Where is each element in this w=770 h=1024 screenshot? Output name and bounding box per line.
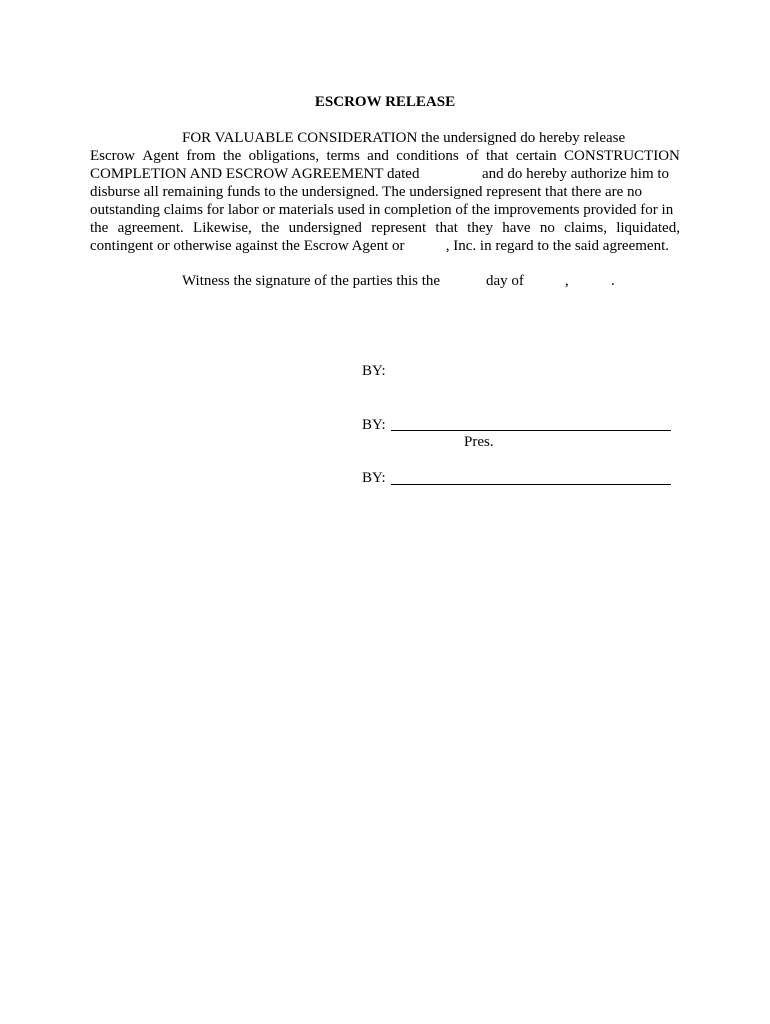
word: undersigned [288, 220, 362, 236]
paragraph-line-7: contingent or otherwise against the Escrow Agent or , Inc. in regard to the said agreement. [90, 238, 669, 254]
word: represent [371, 220, 427, 236]
word: Likewise, [193, 220, 252, 236]
word: that [435, 220, 458, 236]
word: obligations, [248, 148, 320, 164]
paragraph-line-4: disburse all remaining funds to the undersigned. The undersigned represent that there are no [90, 184, 643, 200]
word: and [367, 148, 389, 164]
word: agreement. [117, 220, 184, 236]
paragraph-line-6 [90, 219, 680, 237]
word: of [466, 148, 479, 164]
paragraph-line-3-left: COMPLETION AND ESCROW AGREEMENT dated [90, 166, 420, 182]
paragraph-line-3-right: and do hereby authorize him to [482, 166, 670, 182]
word: certain [515, 148, 557, 164]
word: the [222, 148, 242, 164]
word: the [261, 220, 280, 236]
witness-period: . [611, 273, 615, 289]
word: CONSTRUCTION [564, 148, 680, 164]
paragraph-line-2 [90, 147, 680, 165]
witness-day-of: day of [486, 273, 524, 289]
word: liquidated, [616, 220, 680, 236]
signature-label-3: BY: [362, 470, 386, 486]
witness-comma: , [565, 273, 569, 289]
word: that [485, 148, 509, 164]
signature-label-2: BY: [362, 417, 386, 433]
word: Escrow [90, 148, 135, 164]
word: no [539, 220, 555, 236]
signature-line-2[interactable] [391, 430, 671, 431]
word: the [90, 220, 109, 236]
word: have [502, 220, 531, 236]
document-title: ESCROW RELEASE [314, 94, 456, 110]
word: from [186, 148, 216, 164]
word: claims, [564, 220, 607, 236]
signature-label-1: BY: [362, 363, 386, 379]
paragraph-line-1: FOR VALUABLE CONSIDERATION the undersigned do hereby release [182, 130, 626, 146]
word: Agent [142, 148, 180, 164]
word: conditions [396, 148, 459, 164]
word: they [467, 220, 493, 236]
signature-title-pres: Pres. [464, 434, 494, 450]
paragraph-line-5: outstanding claims for labor or materials used in completion of the improvements provided for in [90, 202, 674, 218]
witness-text: Witness the signature of the parties this the [182, 273, 441, 289]
signature-line-3[interactable] [391, 484, 671, 485]
word: terms [326, 148, 360, 164]
